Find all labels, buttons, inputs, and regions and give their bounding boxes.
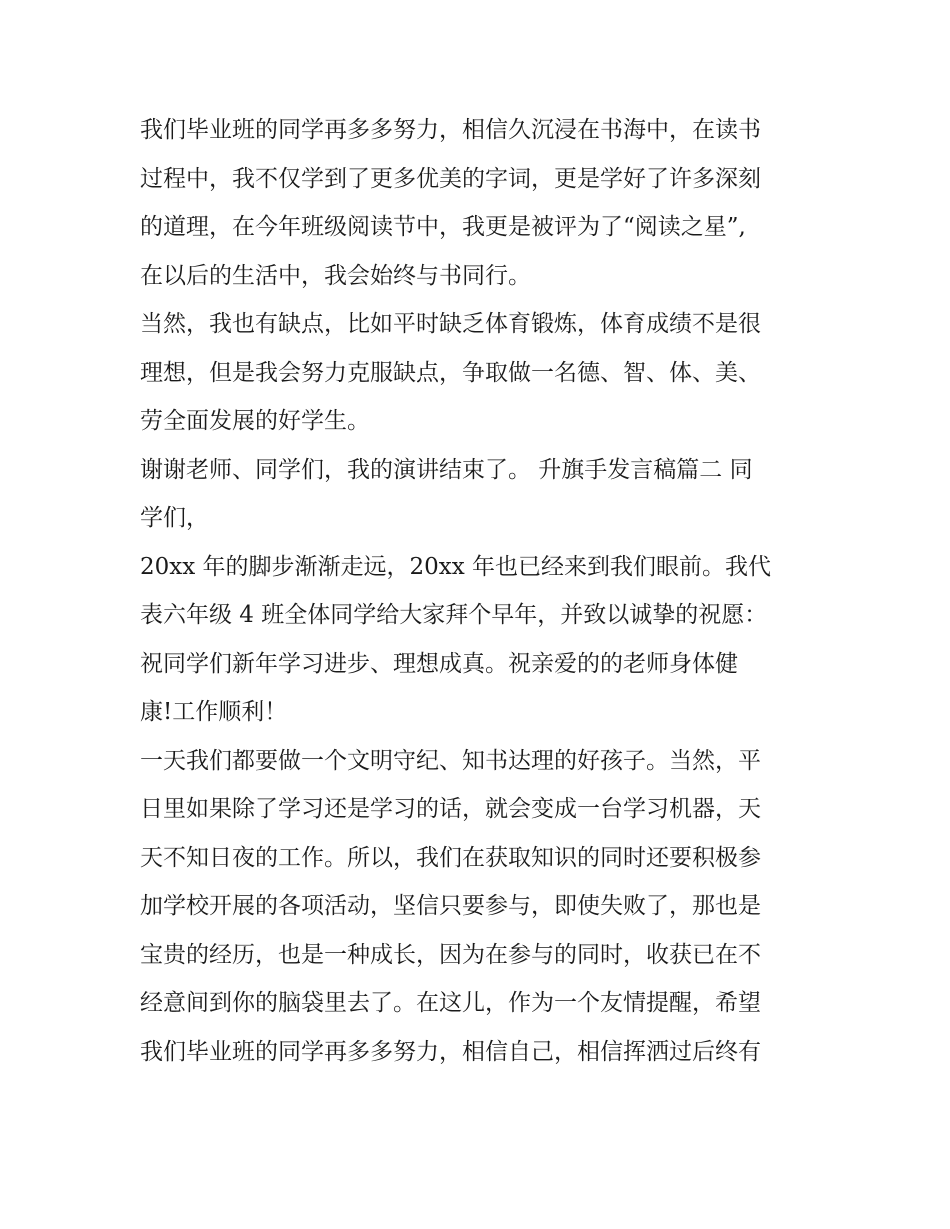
text-line: 经意间到你的脑袋里去了。在这儿，作为一个友情提醒，希望 xyxy=(140,990,761,1016)
text-line: 当然，我也有缺点，比如平时缺乏体育锻炼，体育成绩不是很 xyxy=(140,311,761,337)
text-line: 劳全面发展的好学生。 xyxy=(140,408,370,434)
text-line: 加学校开展的各项活动，坚信只要参与，即使失败了，那也是 xyxy=(140,893,761,919)
text-line: 我们毕业班的同学再多多努力，相信久沉浸在书海中，在读书 xyxy=(140,117,761,143)
text-line: 的道理，在今年班级阅读节中，我更是被评为了“阅读之星”, xyxy=(140,214,746,240)
text-line: 表六年级 4 班全体同学给大家拜个早年，并致以诚挚的祝愿： xyxy=(140,602,768,628)
text-line: 理想，但是我会努力克服缺点，争取做一名德、智、体、美、 xyxy=(140,359,761,386)
text-line: 祝同学们新年学习进步、理想成真。祝亲爱的的老师身体健 xyxy=(140,650,738,677)
text-line: 日里如果除了学习还是学习的话，就会变成一台学习机器，天 xyxy=(140,796,761,822)
document-body xyxy=(140,106,820,1076)
text-line: 宝贵的经历，也是一种成长，因为在参与的同时，收获已在不 xyxy=(140,941,761,968)
text-line: 天不知日夜的工作。所以，我们在获取知识的同时还要积极参 xyxy=(140,844,761,871)
text-line: 谢谢老师、同学们，我的演讲结束了。 升旗手发言稿篇二 同 xyxy=(140,456,753,483)
text-line: 过程中，我不仅学到了更多优美的字词，更是学好了许多深刻 xyxy=(140,165,761,192)
text-line: 在以后的生活中，我会始终与书同行。 xyxy=(140,262,531,289)
text-line: 学们， xyxy=(140,505,209,531)
text-line: 一天我们都要做一个文明守纪、知书达理的好孩子。当然，平 xyxy=(140,747,761,774)
text-line: 我们毕业班的同学再多多努力，相信自己，相信挥洒过后终有 xyxy=(140,1038,761,1065)
text-line: 20xx 年的脚步渐渐走远，20xx 年也已经来到我们眼前。我代 xyxy=(140,553,772,580)
text-line: 康!工作顺利！ xyxy=(140,699,288,725)
